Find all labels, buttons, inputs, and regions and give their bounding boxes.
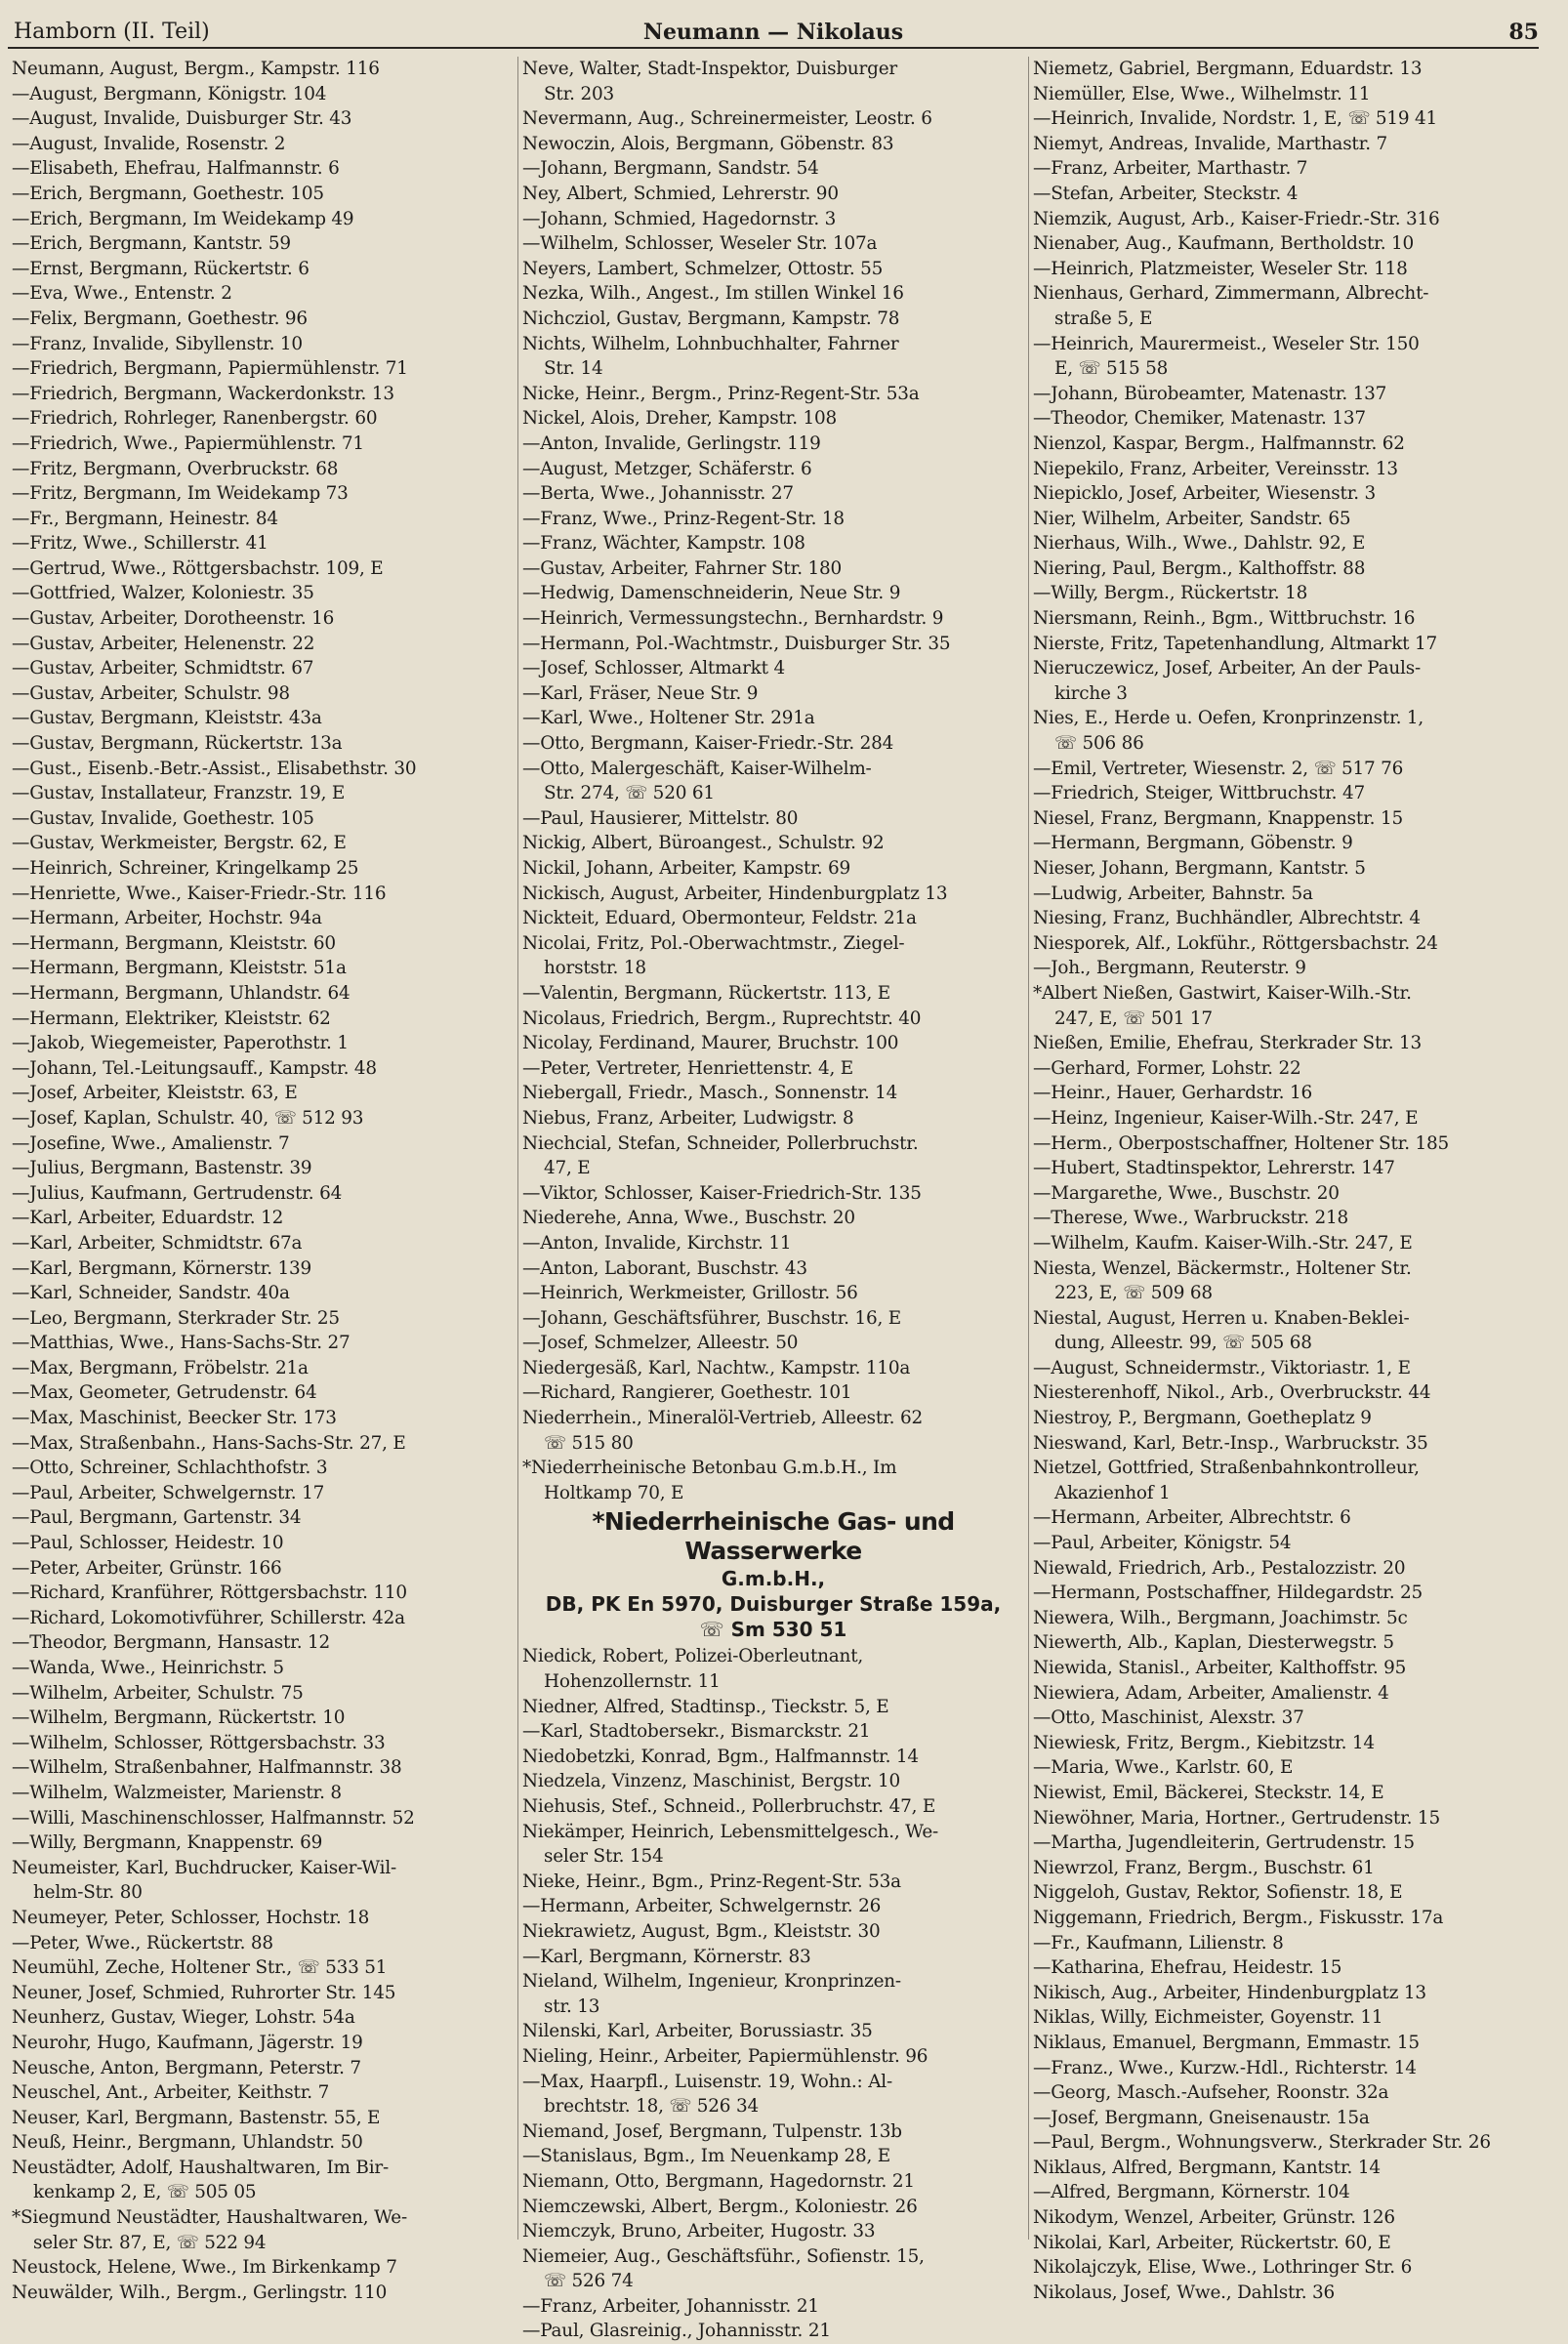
directory-entry: Nikolajczyk, Elise, Wwe., Lothringer Str. 6 <box>1033 2257 1413 2279</box>
directory-entry: —Josef, Bergmann, Gneisenaustr. 15a <box>1033 2107 1370 2128</box>
entry-continuation: ☏ 526 74 <box>544 2271 634 2292</box>
directory-entry: —Heinrich, Invalide, Nordstr. 1, E, ☏ 519 41 <box>1033 108 1438 130</box>
directory-entry: Nezka, Wilh., Angest., Im stillen Winkel 16 <box>522 283 904 305</box>
directory-entry: —Max, Geometer, Getrudenstr. 64 <box>12 1382 317 1404</box>
directory-entry: —Franz, Invalide, Sibyllenstr. 10 <box>12 333 303 354</box>
directory-entry: —Paul, Schlosser, Heidestr. 10 <box>12 1533 284 1554</box>
header-section-label: Hamborn (II. Teil) <box>14 20 210 44</box>
directory-entry: —Hermann, Bergmann, Uhlandstr. 64 <box>12 982 351 1004</box>
directory-entry: Nichcziol, Gustav, Bergmann, Kampstr. 78 <box>522 308 900 329</box>
directory-entry: —Hermann, Arbeiter, Albrechtstr. 6 <box>1033 1507 1351 1529</box>
directory-entry: Nichts, Wilhelm, Lohnbuchhalter, Fahrner <box>522 333 899 354</box>
directory-entry: Niebus, Franz, Arbeiter, Ludwigstr. 8 <box>522 1107 854 1129</box>
directory-entry: Niestroy, P., Bergmann, Goetheplatz 9 <box>1033 1408 1372 1429</box>
directory-entry: —Johann, Bergmann, Sandstr. 54 <box>522 158 819 180</box>
directory-entry: —Stanislaus, Bgm., Im Neuenkamp 28, E <box>522 2146 890 2167</box>
directory-entry: —August, Invalide, Duisburger Str. 43 <box>12 108 352 130</box>
directory-entry: Nickig, Albert, Büroangest., Schulstr. 92 <box>522 833 885 854</box>
directory-entry: —Gustav, Werkmeister, Bergstr. 62, E <box>12 833 347 854</box>
directory-entry: —Hermann, Bergmann, Kleiststr. 51a <box>12 958 347 979</box>
directory-entry: Neumeister, Karl, Buchdrucker, Kaiser-Wil- <box>12 1857 397 1878</box>
directory-entry: —Karl, Bergmann, Körnerstr. 139 <box>12 1257 312 1279</box>
entry-continuation: kenkamp 2, E, ☏ 505 05 <box>33 2182 257 2203</box>
directory-entry: Niering, Paul, Bergm., Kalthoffstr. 88 <box>1033 557 1366 579</box>
directory-entry: Niepicklo, Josef, Arbeiter, Wiesenstr. 3 <box>1033 483 1377 505</box>
directory-entry: —Herm., Oberpostschaffner, Holtener Str. 185 <box>1033 1132 1450 1154</box>
directory-entry: Niewida, Stanisl., Arbeiter, Kalthoffstr. 95 <box>1033 1658 1407 1678</box>
directory-entry: —August, Bergmann, Königstr. 104 <box>12 83 327 104</box>
directory-entry: —Gertrud, Wwe., Röttgersbachstr. 109, E <box>12 557 384 579</box>
directory-entry: —Hermann, Bergmann, Göbenstr. 9 <box>1033 833 1353 854</box>
directory-entry: —Gottfried, Walzer, Koloniestr. 35 <box>12 583 314 604</box>
directory-columns <box>8 57 1539 2342</box>
directory-entry: —Ludwig, Arbeiter, Bahnstr. 5a <box>1033 883 1313 904</box>
directory-entry: —Hermann, Arbeiter, Schwelgernstr. 26 <box>522 1896 882 1917</box>
column-middle <box>517 57 1028 2342</box>
directory-entry: —Heinrich, Maurermeist., Weseler Str. 150 <box>1033 333 1420 354</box>
directory-entry: —Paul, Glasreinig., Johannisstr. 21 <box>522 2321 831 2342</box>
directory-entry: Niemyt, Andreas, Invalide, Marthastr. 7 <box>1033 133 1387 154</box>
directory-entry: Neumann, August, Bergm., Kampstr. 116 <box>12 59 380 79</box>
directory-entry: Niewiesk, Fritz, Bergm., Kiebitzstr. 14 <box>1033 1732 1375 1753</box>
directory-entry: —Eva, Wwe., Entenstr. 2 <box>12 283 232 305</box>
directory-entry: Nießen, Emilie, Ehefrau, Sterkrader Str. 13 <box>1033 1033 1423 1054</box>
directory-entry: Neustock, Helene, Wwe., Im Birkenkamp 7 <box>12 2257 397 2279</box>
directory-entry: Nicolay, Ferdinand, Maurer, Bruchstr. 100 <box>522 1033 899 1054</box>
page-header <box>8 18 1539 49</box>
directory-entry: —Franz., Wwe., Kurzw.-Hdl., Richterstr. 14 <box>1033 2057 1417 2078</box>
directory-entry: Niewald, Friedrich, Arb., Pestalozzistr. 20 <box>1033 1557 1406 1579</box>
directory-entry: —Viktor, Schlosser, Kaiser-Friedrich-Str. 135 <box>522 1182 922 1204</box>
directory-entry: Niewerth, Alb., Kaplan, Diesterwegstr. 5 <box>1033 1632 1394 1654</box>
directory-entry: Neustädter, Adolf, Haushaltwaren, Im Bir- <box>12 2157 390 2178</box>
directory-entry: —Heinrich, Vermessungstechn., Bernhardstr. 9 <box>522 608 944 630</box>
directory-entry: —Wilhelm, Straßenbahner, Halfmannstr. 38 <box>12 1757 402 1779</box>
directory-entry: Niestal, August, Herren u. Knaben-Beklei- <box>1033 1307 1410 1329</box>
directory-entry: —Franz, Arbeiter, Johannisstr. 21 <box>522 2295 819 2317</box>
directory-entry: Niedner, Alfred, Stadtinsp., Tieckstr. 5, E <box>522 1696 889 1717</box>
directory-entry: —Franz, Wwe., Prinz-Regent-Str. 18 <box>522 508 845 529</box>
directory-entry: —Fritz, Bergmann, Im Weidekamp 73 <box>12 483 349 505</box>
directory-entry: —Heinrich, Werkmeister, Grillostr. 56 <box>522 1283 858 1304</box>
entry-continuation: 47, E <box>544 1158 591 1179</box>
directory-entry: —Anton, Invalide, Gerlingstr. 119 <box>522 432 821 454</box>
directory-entry: —Paul, Hausierer, Mittelstr. 80 <box>522 807 799 829</box>
entry-continuation: str. 13 <box>544 1995 600 2017</box>
directory-entry: —Heinrich, Schreiner, Kringelkamp 25 <box>12 858 359 879</box>
directory-entry: —Friedrich, Wwe., Papiermühlenstr. 71 <box>12 432 364 454</box>
directory-entry: —Berta, Wwe., Johannisstr. 27 <box>522 483 794 505</box>
entry-continuation: Str. 203 <box>544 83 614 104</box>
directory-entry: Nieruczewicz, Josef, Arbeiter, An der Pauls- <box>1033 658 1421 679</box>
directory-entry: Nikolai, Karl, Arbeiter, Rückertstr. 60, E <box>1033 2232 1391 2253</box>
directory-entry: Neuner, Josef, Schmied, Ruhrorter Str. 145 <box>12 1982 396 2003</box>
directory-entry: —Erich, Bergmann, Im Weidekamp 49 <box>12 208 354 229</box>
directory-entry: —August, Invalide, Rosenstr. 2 <box>12 133 286 154</box>
entry-continuation: brechtstr. 18, ☏ 526 34 <box>544 2096 759 2118</box>
directory-entry: Niklaus, Emanuel, Bergmann, Emmastr. 15 <box>1033 2032 1420 2053</box>
entry-continuation: Akazienhof 1 <box>1054 1482 1171 1503</box>
directory-entry: —Hermann, Bergmann, Kleiststr. 60 <box>12 932 336 954</box>
directory-entry: —Paul, Bergmann, Gartenstr. 34 <box>12 1507 302 1529</box>
directory-entry: Neuser, Karl, Bergmann, Bastenstr. 55, E <box>12 2107 381 2128</box>
directory-entry: —Wilhelm, Walzmeister, Marienstr. 8 <box>12 1782 342 1803</box>
entry-continuation: 247, E, ☏ 501 17 <box>1054 1008 1213 1029</box>
directory-entry: —Matthias, Wwe., Hans-Sachs-Str. 27 <box>12 1333 351 1354</box>
directory-entry: Nienzol, Kaspar, Bergm., Halfmannstr. 62 <box>1033 432 1405 454</box>
directory-entry: —Wilhelm, Schlosser, Röttgersbachstr. 33 <box>12 1732 386 1753</box>
directory-entry: —Peter, Vertreter, Henriettenstr. 4, E <box>522 1057 853 1079</box>
directory-entry: —Karl, Wwe., Holtener Str. 291a <box>522 708 815 729</box>
directory-entry: Niederrhein., Mineralöl-Vertrieb, Alleestr. 62 <box>522 1408 923 1429</box>
directory-entry: Nickil, Johann, Arbeiter, Kampstr. 69 <box>522 858 851 879</box>
directory-entry: Niklas, Willy, Eichmeister, Goyenstr. 11 <box>1033 2007 1383 2029</box>
directory-entry: —Gustav, Bergmann, Kleiststr. 43a <box>12 708 322 729</box>
directory-entry: —Henriette, Wwe., Kaiser-Friedr.-Str. 116 <box>12 883 387 904</box>
directory-entry: Nienaber, Aug., Kaufmann, Bertholdstr. 10 <box>1033 233 1414 255</box>
directory-entry: Neurohr, Hugo, Kaufmann, Jägerstr. 19 <box>12 2032 363 2053</box>
directory-entry: Nier, Wilhelm, Arbeiter, Sandstr. 65 <box>1033 508 1351 529</box>
directory-entry: Niederehe, Anna, Wwe., Buschstr. 20 <box>522 1208 855 1229</box>
directory-entry: —Alfred, Bergmann, Körnerstr. 104 <box>1033 2182 1350 2203</box>
directory-entry: —Georg, Masch.-Aufseher, Roonstr. 32a <box>1033 2082 1389 2104</box>
directory-entry: —Paul, Arbeiter, Königstr. 54 <box>1033 1533 1292 1554</box>
entry-continuation: Holtkamp 70, E <box>544 1482 684 1503</box>
directory-entry: Niewrzol, Franz, Bergm., Buschstr. 61 <box>1033 1857 1375 1878</box>
directory-entry: —Wilhelm, Bergmann, Rückertstr. 10 <box>12 1707 346 1729</box>
directory-entry: —Karl, Stadtobersekr., Bismarckstr. 21 <box>522 1721 871 1743</box>
directory-entry: Niersmann, Reinh., Bgm., Wittbruchstr. 16 <box>1033 608 1416 630</box>
directory-entry: —Gustav, Arbeiter, Dorotheenstr. 16 <box>12 608 335 630</box>
directory-entry: Niemczewski, Albert, Bergm., Koloniestr. 26 <box>522 2196 918 2217</box>
directory-entry: —Gustav, Arbeiter, Helenenstr. 22 <box>12 633 315 654</box>
directory-entry: —Fritz, Bergmann, Overbruckstr. 68 <box>12 458 339 479</box>
ad-address: DB, PK En 5970, Duisburger Straße 159a, <box>545 1592 1002 1617</box>
directory-entry: Niesterenhoff, Nikol., Arb., Overbruckstr. 44 <box>1033 1382 1431 1404</box>
directory-entry: Niedick, Robert, Polizei-Oberleutnant, <box>522 1646 864 1667</box>
directory-entry: Niekrawietz, August, Bgm., Kleiststr. 30 <box>522 1920 881 1942</box>
advertisement-gas-waterworks <box>522 1507 1024 1642</box>
directory-entry: Niewera, Wilh., Bergmann, Joachimstr. 5c <box>1033 1607 1408 1628</box>
ad-phone: ☏ Sm 530 51 <box>699 1618 847 1642</box>
entry-continuation: Str. 274, ☏ 520 61 <box>544 783 715 804</box>
entry-continuation: ☏ 506 86 <box>1054 733 1144 755</box>
directory-entry: —Hermann, Elektriker, Kleiststr. 62 <box>12 1008 331 1029</box>
directory-entry: —Gust., Eisenb.-Betr.-Assist., Elisabethstr. 30 <box>12 758 417 779</box>
directory-entry: —Gustav, Installateur, Franzstr. 19, E <box>12 783 346 804</box>
directory-entry: —Paul, Bergm., Wohnungsverw., Sterkrader Str. 26 <box>1033 2132 1491 2154</box>
directory-entry: Nierhaus, Wilh., Wwe., Dahlstr. 92, E <box>1033 533 1366 555</box>
directory-entry: —Karl, Fräser, Neue Str. 9 <box>522 682 759 704</box>
directory-entry: —Josef, Arbeiter, Kleiststr. 63, E <box>12 1083 298 1104</box>
directory-entry: Neumeyer, Peter, Schlosser, Hochstr. 18 <box>12 1907 370 1928</box>
directory-entry: Nilenski, Karl, Arbeiter, Borussiastr. 35 <box>522 2021 873 2042</box>
directory-entry: —Wanda, Wwe., Heinrichstr. 5 <box>12 1658 284 1678</box>
directory-entry: Nietzel, Gottfried, Straßenbahnkontrolleur, <box>1033 1458 1420 1479</box>
directory-entry: Neunherz, Gustav, Wieger, Lohstr. 54a <box>12 2007 355 2029</box>
directory-entry: —Max, Maschinist, Beecker Str. 173 <box>12 1408 337 1429</box>
directory-entry: Nieswand, Karl, Betr.-Insp., Warbruckstr. 35 <box>1033 1432 1428 1454</box>
entry-continuation: horststr. 18 <box>544 958 646 979</box>
directory-entry: —Gustav, Arbeiter, Fahrner Str. 180 <box>522 557 842 579</box>
directory-entry: —Julius, Kaufmann, Gertrudenstr. 64 <box>12 1182 343 1204</box>
directory-entry: —Peter, Wwe., Rückertstr. 88 <box>12 1932 273 1953</box>
directory-entry: Neuwälder, Wilh., Bergm., Gerlingstr. 110 <box>12 2282 388 2303</box>
directory-entry: —Peter, Arbeiter, Grünstr. 166 <box>12 1557 282 1579</box>
directory-entry: —Karl, Bergmann, Körnerstr. 83 <box>522 1946 811 1967</box>
directory-entry: —Paul, Arbeiter, Schwelgernstr. 17 <box>12 1482 325 1503</box>
directory-entry: Niemetz, Gabriel, Bergmann, Eduardstr. 13 <box>1033 59 1423 79</box>
directory-entry: —August, Metzger, Schäferstr. 6 <box>522 458 812 479</box>
directory-entry: —Friedrich, Rohrleger, Ranenbergstr. 60 <box>12 408 378 430</box>
directory-entry: Niklaus, Alfred, Bergmann, Kantstr. 14 <box>1033 2157 1381 2178</box>
directory-entry: —Margarethe, Wwe., Buschstr. 20 <box>1033 1182 1340 1204</box>
directory-entry: —Max, Bergmann, Fröbelstr. 21a <box>12 1357 309 1378</box>
directory-entry: Neumühl, Zeche, Holtener Str., ☏ 533 51 <box>12 1957 388 1979</box>
directory-entry: Nicolai, Fritz, Pol.-Oberwachtmstr., Ziegel- <box>522 932 905 954</box>
directory-entry: Niggeloh, Gustav, Rektor, Sofienstr. 18, E <box>1033 1882 1403 1904</box>
entry-continuation: 223, E, ☏ 509 68 <box>1054 1283 1213 1304</box>
directory-entry: Nieser, Johann, Bergmann, Kantstr. 5 <box>1033 858 1366 879</box>
column-left <box>8 57 517 2303</box>
directory-entry: —Josef, Schlosser, Altmarkt 4 <box>522 658 785 679</box>
directory-entry: —Max, Haarpfl., Luisenstr. 19, Wohn.: Al- <box>522 2071 892 2092</box>
directory-entry: —Maria, Wwe., Karlstr. 60, E <box>1033 1757 1294 1779</box>
directory-entry: —Willi, Maschinenschlosser, Halfmannstr. 52 <box>12 1807 415 1829</box>
entry-continuation: straße 5, E <box>1054 308 1153 329</box>
directory-entry: —Hermann, Arbeiter, Hochstr. 94a <box>12 908 322 929</box>
directory-entry: Niekämper, Heinrich, Lebensmittelgesch., We- <box>522 1821 939 1842</box>
directory-entry: —Erich, Bergmann, Goethestr. 105 <box>12 183 324 204</box>
directory-entry: Niggemann, Friedrich, Bergm., Fiskusstr. 17a <box>1033 1907 1444 1928</box>
directory-entry: —Ernst, Bergmann, Rückertstr. 6 <box>12 258 309 279</box>
directory-entry: Neusche, Anton, Bergmann, Peterstr. 7 <box>12 2057 361 2078</box>
directory-entry: Nicolaus, Friedrich, Bergm., Ruprechtstr. 40 <box>522 1008 922 1029</box>
directory-entry: *Albert Nießen, Gastwirt, Kaiser-Wilh.-Str. <box>1033 982 1412 1004</box>
directory-entry: Niemann, Otto, Bergmann, Hagedornstr. 21 <box>522 2170 915 2192</box>
entry-continuation: helm-Str. 80 <box>33 1882 143 1904</box>
directory-entry: —Therese, Wwe., Warbruckstr. 218 <box>1033 1208 1349 1229</box>
directory-entry: Niewiera, Adam, Arbeiter, Amalienstr. 4 <box>1033 1682 1389 1704</box>
directory-entry: —Johann, Geschäftsführer, Buschstr. 16, E <box>522 1307 901 1329</box>
entry-continuation: ☏ 515 80 <box>544 1432 634 1454</box>
directory-entry: Niesporek, Alf., Lokführ., Röttgersbachstr. 24 <box>1033 932 1438 954</box>
directory-entry: Nienhaus, Gerhard, Zimmermann, Albrecht- <box>1033 283 1429 305</box>
directory-entry: —Valentin, Bergmann, Rückertstr. 113, E <box>522 982 891 1004</box>
directory-entry: —Franz, Wächter, Kampstr. 108 <box>522 533 805 555</box>
directory-entry: —Otto, Schreiner, Schlachthofstr. 3 <box>12 1458 328 1479</box>
directory-entry: Niedzela, Vinzenz, Maschinist, Bergstr. 10 <box>522 1771 900 1792</box>
directory-entry: —Hedwig, Damenschneiderin, Neue Str. 9 <box>522 583 901 604</box>
directory-entry: —Stefan, Arbeiter, Steckstr. 4 <box>1033 183 1299 204</box>
directory-entry: —Joh., Bergmann, Reuterstr. 9 <box>1033 958 1306 979</box>
directory-entry: Nieland, Wilhelm, Ingenieur, Kronprinzen- <box>522 1971 901 1993</box>
directory-entry: Nevermann, Aug., Schreinermeister, Leostr. 6 <box>522 108 932 130</box>
directory-entry: Nikisch, Aug., Arbeiter, Hindenburgplatz 13 <box>1033 1982 1426 2003</box>
directory-entry: Niemeier, Aug., Geschäftsführ., Sofienstr. 15, <box>522 2245 925 2267</box>
directory-entry: —Leo, Bergmann, Sterkrader Str. 25 <box>12 1307 340 1329</box>
directory-entry: —Katharina, Ehefrau, Heidestr. 15 <box>1033 1957 1342 1979</box>
ad-company-suffix: G.m.b.H., <box>721 1567 826 1591</box>
directory-entry: —Willy, Bergmann, Knappenstr. 69 <box>12 1832 323 1854</box>
directory-entry: —Johann, Schmied, Hagedornstr. 3 <box>522 208 837 229</box>
directory-entry: Neyers, Lambert, Schmelzer, Ottostr. 55 <box>522 258 884 279</box>
directory-entry: —Wilhelm, Arbeiter, Schulstr. 75 <box>12 1682 304 1704</box>
directory-entry: —Willy, Bergm., Rückertstr. 18 <box>1033 583 1308 604</box>
directory-entry: —Heinr., Hauer, Gerhardstr. 16 <box>1033 1083 1312 1104</box>
directory-entry: —Richard, Lokomotivführer, Schillerstr. 42a <box>12 1607 405 1628</box>
directory-entry: Nickisch, August, Arbeiter, Hindenburgplatz 13 <box>522 883 948 904</box>
directory-entry: —Gustav, Arbeiter, Schulstr. 98 <box>12 682 290 704</box>
directory-entry: Niewist, Emil, Bäckerei, Steckstr. 14, E <box>1033 1782 1384 1803</box>
ad-title: *Niederrheinische Gas- und Wasserwerke <box>592 1507 955 1566</box>
directory-entry: Niehusis, Stef., Schneid., Pollerbruchstr. 47, E <box>522 1796 936 1817</box>
directory-entry: —Gerhard, Former, Lohstr. 22 <box>1033 1057 1301 1079</box>
directory-entry: —Gustav, Invalide, Goethestr. 105 <box>12 807 314 829</box>
directory-entry: —August, Schneidermstr., Viktoriastr. 1, E <box>1033 1357 1411 1378</box>
directory-entry: —Franz, Arbeiter, Marthastr. 7 <box>1033 158 1308 180</box>
entry-continuation: kirche 3 <box>1054 682 1128 704</box>
header-name-range: Neumann — Nikolaus <box>642 20 904 45</box>
directory-entry: Niesta, Wenzel, Bäckermstr., Holtener Str. <box>1033 1257 1412 1279</box>
directory-entry: Niebergall, Friedr., Masch., Sonnenstr. 14 <box>522 1083 898 1104</box>
directory-entry: Ney, Albert, Schmied, Lehrerstr. 90 <box>522 183 839 204</box>
directory-entry: Neuschel, Ant., Arbeiter, Keithstr. 7 <box>12 2082 330 2104</box>
directory-entry: Niesel, Franz, Bergmann, Knappenstr. 15 <box>1033 807 1403 829</box>
directory-entry: Nikodym, Wenzel, Arbeiter, Grünstr. 126 <box>1033 2207 1395 2229</box>
directory-entry: —Friedrich, Bergmann, Wackerdonkstr. 13 <box>12 383 394 404</box>
directory-entry: Nikolaus, Josef, Wwe., Dahlstr. 36 <box>1033 2282 1336 2303</box>
directory-entry: —Otto, Maschinist, Alexstr. 37 <box>1033 1707 1304 1729</box>
directory-entry: —Fr., Kaufmann, Lilienstr. 8 <box>1033 1932 1284 1953</box>
directory-entry: Nierste, Fritz, Tapetenhandlung, Altmarkt 17 <box>1033 633 1438 654</box>
directory-entry: Niedobetzki, Konrad, Bgm., Halfmannstr. 14 <box>522 1746 919 1767</box>
directory-entry: —Anton, Invalide, Kirchstr. 11 <box>522 1232 792 1254</box>
directory-entry: Nieke, Heinr., Bgm., Prinz-Regent-Str. 53a <box>522 1871 901 1892</box>
directory-entry: Niepekilo, Franz, Arbeiter, Vereinsstr. 13 <box>1033 458 1398 479</box>
directory-entry: Nickel, Alois, Dreher, Kampstr. 108 <box>522 408 838 430</box>
directory-entry: —Karl, Schneider, Sandstr. 40a <box>12 1283 290 1304</box>
directory-entry: —Wilhelm, Kaufm. Kaiser-Wilh.-Str. 247, E <box>1033 1232 1413 1254</box>
directory-entry: —Elisabeth, Ehefrau, Halfmannstr. 6 <box>12 158 340 180</box>
directory-entry: —Wilhelm, Schlosser, Weseler Str. 107a <box>522 233 878 255</box>
directory-entry: Niechcial, Stefan, Schneider, Pollerbruchstr. <box>522 1132 919 1154</box>
directory-entry: —Anton, Laborant, Buschstr. 43 <box>522 1257 807 1279</box>
directory-entry: —Julius, Bergmann, Bastenstr. 39 <box>12 1158 312 1179</box>
directory-entry: —Hermann, Pol.-Wachtmstr., Duisburger Str. 35 <box>522 633 951 654</box>
entry-continuation: Hohenzollernstr. 11 <box>544 1671 721 1693</box>
directory-entry: —Friedrich, Steiger, Wittbruchstr. 47 <box>1033 783 1365 804</box>
directory-entry: —Fritz, Wwe., Schillerstr. 41 <box>12 533 268 555</box>
directory-entry: Niemczyk, Bruno, Arbeiter, Hugostr. 33 <box>522 2221 876 2242</box>
directory-entry: Niedergesäß, Karl, Nachtw., Kampstr. 110a <box>522 1357 911 1378</box>
entry-continuation: seler Str. 154 <box>544 1846 664 1868</box>
directory-entry: —Erich, Bergmann, Kantstr. 59 <box>12 233 291 255</box>
directory-entry: *Niederrheinische Betonbau G.m.b.H., Im <box>522 1458 897 1479</box>
directory-entry: —Heinz, Ingenieur, Kaiser-Wilh.-Str. 247, E <box>1033 1107 1419 1129</box>
directory-entry: Niemzik, August, Arb., Kaiser-Friedr.-Str. 316 <box>1033 208 1440 229</box>
directory-entry: —Gustav, Arbeiter, Schmidtstr. 67 <box>12 658 314 679</box>
directory-entry: —Karl, Arbeiter, Eduardstr. 12 <box>12 1208 284 1229</box>
directory-entry: —Theodor, Chemiker, Matenastr. 137 <box>1033 408 1366 430</box>
directory-entry: —Emil, Vertreter, Wiesenstr. 2, ☏ 517 76 <box>1033 758 1404 779</box>
directory-entry: —Gustav, Bergmann, Rückertstr. 13a <box>12 733 343 755</box>
directory-entry: —Johann, Bürobeamter, Matenastr. 137 <box>1033 383 1387 404</box>
directory-entry: —Otto, Bergmann, Kaiser-Friedr.-Str. 284 <box>522 733 894 755</box>
directory-entry: —Karl, Arbeiter, Schmidtstr. 67a <box>12 1232 303 1254</box>
directory-entry: —Richard, Rangierer, Goethestr. 101 <box>522 1382 852 1404</box>
directory-entry: —Jakob, Wiegemeister, Paperothstr. 1 <box>12 1033 349 1054</box>
directory-entry: Niesing, Franz, Buchhändler, Albrechtstr. 4 <box>1033 908 1421 929</box>
directory-entry: —Otto, Malergeschäft, Kaiser-Wilhelm- <box>522 758 872 779</box>
entry-continuation: E, ☏ 515 58 <box>1054 358 1169 380</box>
directory-entry: —Josefine, Wwe., Amalienstr. 7 <box>12 1132 290 1154</box>
directory-entry: Nicke, Heinr., Bergm., Prinz-Regent-Str. 53a <box>522 383 920 404</box>
directory-entry: Niemand, Josef, Bergmann, Tulpenstr. 13b <box>522 2120 902 2142</box>
directory-entry: —Josef, Schmelzer, Alleestr. 50 <box>522 1333 799 1354</box>
column-right <box>1028 57 1539 2303</box>
directory-entry: —Felix, Bergmann, Goethestr. 96 <box>12 308 308 329</box>
directory-entry: —Heinrich, Platzmeister, Weseler Str. 118 <box>1033 258 1408 279</box>
directory-entry: —Friedrich, Bergmann, Papiermühlenstr. 71 <box>12 358 408 380</box>
directory-entry: —Josef, Kaplan, Schulstr. 40, ☏ 512 93 <box>12 1107 364 1129</box>
directory-entry: —Theodor, Bergmann, Hansastr. 12 <box>12 1632 331 1654</box>
directory-entry: Nieling, Heinr., Arbeiter, Papiermühlenstr. 96 <box>522 2045 928 2067</box>
directory-entry: —Hermann, Postschaffner, Hildegardstr. 25 <box>1033 1583 1424 1604</box>
directory-entry: Nies, E., Herde u. Oefen, Kronprinzenstr. 1, <box>1033 708 1424 729</box>
entry-continuation: seler Str. 87, E, ☏ 522 94 <box>33 2232 267 2253</box>
directory-entry: Neve, Walter, Stadt-Inspektor, Duisburger <box>522 59 897 79</box>
directory-entry: Neuß, Heinr., Bergmann, Uhlandstr. 50 <box>12 2132 363 2154</box>
directory-entry: Niemüller, Else, Wwe., Wilhelmstr. 11 <box>1033 83 1371 104</box>
directory-entry: —Martha, Jugendleiterin, Gertrudenstr. 15 <box>1033 1832 1415 1854</box>
directory-entry: —Fr., Bergmann, Heinestr. 84 <box>12 508 278 529</box>
directory-entry: Nickteit, Eduard, Obermonteur, Feldstr. 21a <box>522 908 917 929</box>
directory-entry: —Richard, Kranführer, Röttgersbachstr. 110 <box>12 1583 407 1604</box>
directory-entry: Niewöhner, Maria, Hortner., Gertrudenstr. 15 <box>1033 1807 1440 1829</box>
directory-entry: *Siegmund Neustädter, Haushaltwaren, We- <box>12 2207 407 2229</box>
directory-entry: —Johann, Tel.-Leitungsauff., Kampstr. 48 <box>12 1057 377 1079</box>
entry-continuation: Str. 14 <box>544 358 603 380</box>
directory-entry: —Hubert, Stadtinspektor, Lehrerstr. 147 <box>1033 1158 1395 1179</box>
directory-entry: Newoczin, Alois, Bergmann, Göbenstr. 83 <box>522 133 894 154</box>
directory-entry: —Max, Straßenbahn., Hans-Sachs-Str. 27, E <box>12 1432 406 1454</box>
entry-continuation: dung, Alleestr. 99, ☏ 505 68 <box>1054 1333 1312 1354</box>
page-number: 85 <box>1508 20 1539 45</box>
